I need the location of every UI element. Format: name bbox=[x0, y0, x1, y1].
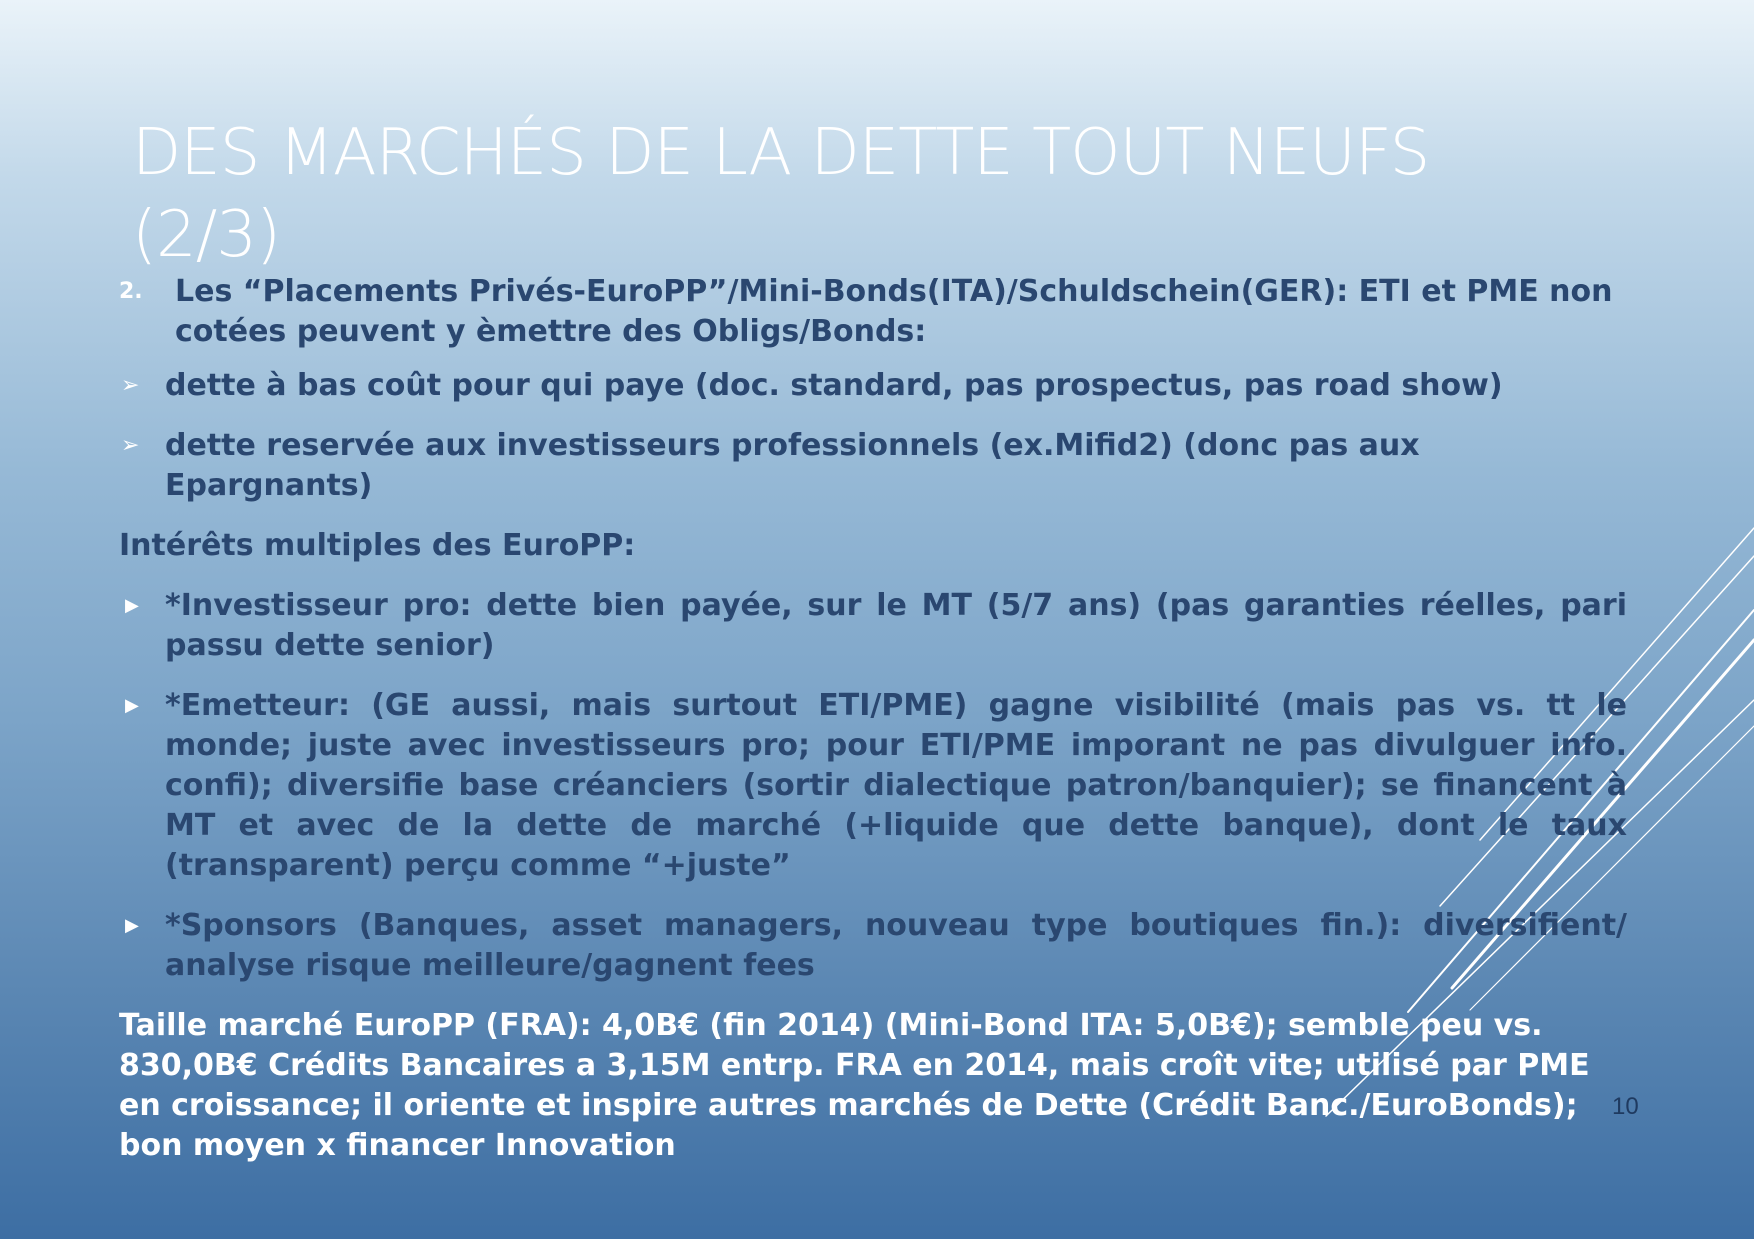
triangle-bullet-icon: ▶ bbox=[125, 695, 139, 716]
triangle-bullet-icon: ▶ bbox=[125, 915, 139, 936]
bullet-list-item bbox=[119, 686, 1627, 886]
market-size-summary: Taille marché EuroPP (FRA): 4,0B€ (fin 2014) (Mini-Bond ITA: 5,0B€); semble peu vs. 830,0B€ Crédits Bancaires a 3,15M entrp. FRA en 2014, mais croît vite; utilisé par PME en croissance; il oriente et inspire autres marchés de Dette (Crédit Banc./EuroBonds); bon moyen x financer Innovation bbox=[119, 1008, 1590, 1163]
arrow-list-item bbox=[119, 366, 1627, 406]
arrowhead-bullet-icon: ➢ bbox=[121, 433, 140, 458]
bullet-list-item bbox=[119, 586, 1627, 666]
arrowhead-bullet-icon: ➢ bbox=[121, 373, 140, 398]
page-number: 10 bbox=[1612, 1093, 1639, 1120]
triangle-bullet-icon: ▶ bbox=[125, 595, 139, 616]
numbered-item bbox=[119, 272, 1627, 352]
number-marker: 2. bbox=[119, 279, 143, 304]
arrow-list-item bbox=[119, 426, 1627, 506]
numbered-item-text: Les “Placements Privés-EuroPP”/Mini-Bonds(ITA)/Schuldschein(GER): ETI et PME non cotées peuvent y èmettre des Obligs/Bonds: bbox=[175, 274, 1613, 349]
interests-heading: Intérêts multiples des EuroPP: bbox=[119, 528, 636, 563]
arrow-list-item-text: dette reservée aux investisseurs professionnels (ex.Mifid2) (donc pas aux Epargnants) bbox=[165, 428, 1420, 503]
bullet-list-item-text: *Investisseur pro: dette bien payée, sur le MT (5/7 ans) (pas garanties réelles, pari passu dette senior) bbox=[165, 588, 1627, 663]
bullet-list-item bbox=[119, 906, 1627, 986]
bullet-list-item-text: *Sponsors (Banques, asset managers, nouveau type boutiques fin.): diversifient/ analyse risque meilleure/gagnent fees bbox=[165, 908, 1627, 983]
bullet-list-item-text: *Emetteur: (GE aussi, mais surtout ETI/PME) gagne visibilité (mais pas vs. tt le monde; juste avec investisseurs pro; pour ETI/PME imporant ne pas divulguer info. confi); diversifie base créanciers (sortir dialectique patron/banquier); se financent à MT et avec de la dette de marché (+liquide que dette banque), dont le taux (transparent) perçu comme “+juste” bbox=[165, 688, 1627, 883]
slide-title: DES MARCHÉS DE LA DETTE TOUT NEUFS (2/3) bbox=[132, 116, 1430, 272]
arrow-list-item-text: dette à bas coût pour qui paye (doc. standard, pas prospectus, pas road show) bbox=[165, 368, 1503, 403]
slide-content bbox=[119, 272, 1627, 1166]
